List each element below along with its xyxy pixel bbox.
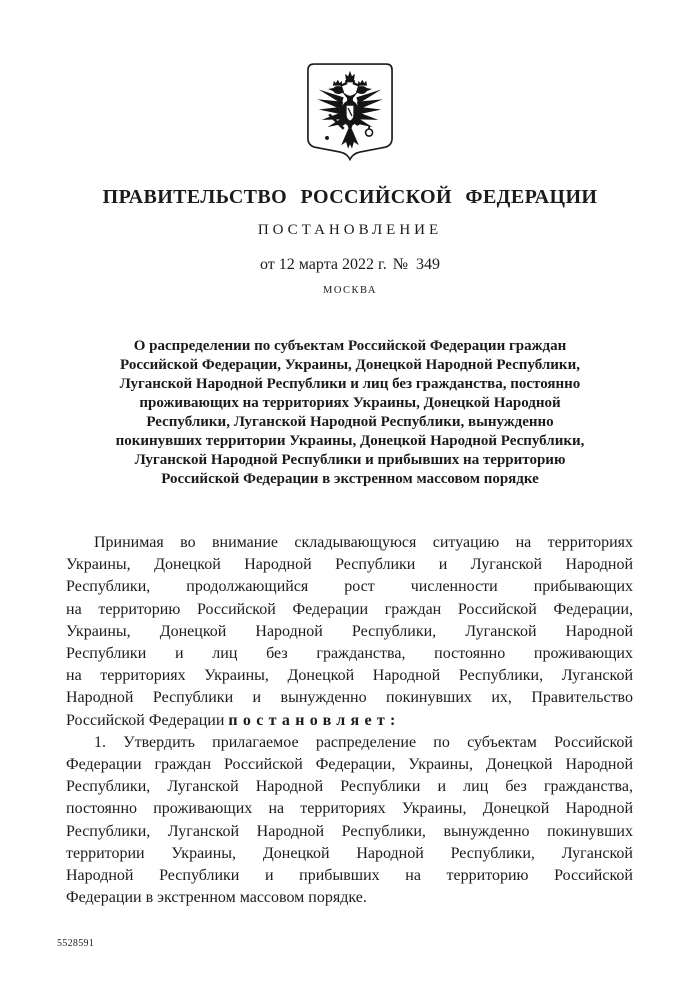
text-line: Республики, Луганской Народной Республики, вынужденно покинувших: [66, 822, 633, 840]
date-and-number-line: [0, 256, 700, 274]
text-line: 1. Утвердить прилагаемое распределение по субъектам Российской: [94, 733, 633, 751]
document-registration-code: 5528591: [57, 938, 95, 949]
text-line: Федерации граждан Российской Федерации, Украины, Донецкой Народной: [66, 756, 633, 774]
resolves-word: постановляет:: [228, 711, 401, 729]
text-line: на территорию Российской Федерации граждан Российской Федерации,: [66, 600, 633, 618]
title-line: покинувших территории Украины, Донецкой Народной Республики,: [115, 433, 585, 449]
title-line: О распределении по субъектам Российской Федерации граждан: [133, 338, 567, 354]
number-sign: №: [392, 256, 408, 273]
city-label: МОСКВА: [323, 285, 377, 296]
title-line: Республики, Луганской Народной Республики, вынужденно: [146, 414, 554, 430]
clause-1-paragraph: [66, 732, 633, 910]
text-line: на территориях Украины, Донецкой Народной Республики, Луганской: [66, 667, 633, 685]
text-line: Украины, Донецкой Народной Республики, Луганской Народной: [66, 622, 633, 640]
text-line: постоянно проживающих на территориях Украины, Донецкой Народной: [66, 800, 633, 818]
title-line: Российской Федерации, Украины, Донецкой Народной Республики,: [120, 357, 580, 373]
text-line: Республики, продолжающийся рост численности прибывающих: [66, 578, 633, 596]
title-line: Луганской Народной Республики и прибывших на территорию: [134, 452, 566, 468]
text-line: территории Украины, Донецкой Народной Республики, Луганской: [66, 844, 633, 862]
issuing-authority: ПРАВИТЕЛЬСТВО РОССИЙСКОЙ ФЕДЕРАЦИИ: [102, 186, 598, 208]
document-title: [0, 337, 700, 489]
double-headed-eagle-emblem: [306, 62, 394, 162]
text-line: Народной Республики и вынужденно покинувших их, Правительство: [66, 689, 633, 707]
document-number: 349: [416, 256, 440, 273]
preamble-tail: Российской Федерации: [66, 711, 225, 729]
title-line: Луганской Народной Республики и лиц без гражданства, постоянно: [119, 376, 581, 392]
text-line: Федерации в экстренном массовом порядке.: [66, 889, 367, 907]
document-date: от 12 марта 2022 г.: [260, 256, 387, 273]
text-line: Украины, Донецкой Народной Республики и Луганской Народной: [66, 556, 633, 574]
text-line: Республики, Луганской Народной Республики и лиц без гражданства,: [66, 778, 633, 796]
text-line: [66, 710, 633, 732]
text-line: Принимая во внимание складывающуюся ситуацию на территориях: [94, 534, 633, 551]
document-type: ПОСТАНОВЛЕНИЕ: [257, 222, 443, 238]
title-line: Российской Федерации в экстренном массовом порядке: [161, 471, 539, 487]
preamble-paragraph: [66, 532, 633, 732]
document-body: [66, 532, 633, 909]
text-line: Народной Республики и прибывших на территорию Российской: [66, 867, 633, 885]
russian-federation-coat-of-arms-icon: [306, 62, 394, 162]
text-line: Республики и лиц без гражданства, постоянно проживающих: [66, 645, 633, 663]
title-line: проживающих на территориях Украины, Донецкой Народной: [139, 395, 561, 411]
